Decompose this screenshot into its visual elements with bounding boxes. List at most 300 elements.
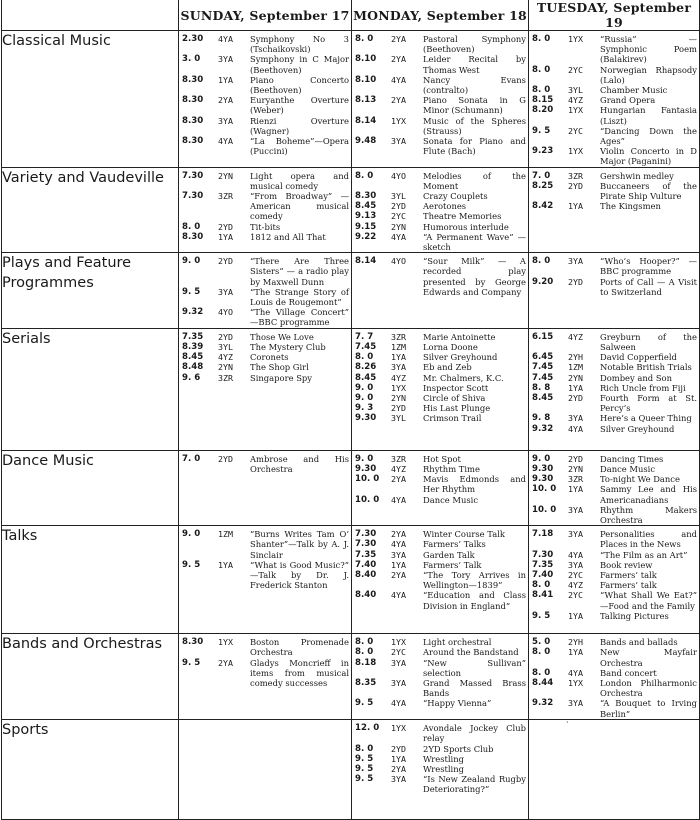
station-call-sign: 2YC bbox=[568, 125, 583, 136]
program-title: Garden Talk bbox=[423, 549, 475, 560]
program-entry bbox=[529, 570, 699, 580]
station-call-sign: 2YD bbox=[218, 221, 233, 232]
program-title: Boston Promenade Orchestra bbox=[250, 637, 349, 658]
program-entry bbox=[352, 191, 528, 201]
program-entry bbox=[179, 342, 351, 352]
station-call-sign: 4YZ bbox=[568, 95, 583, 106]
program-time: 7.35 bbox=[355, 549, 377, 560]
program-title: Bands and ballads bbox=[600, 637, 678, 648]
header-corner bbox=[2, 0, 179, 31]
category-row bbox=[2, 526, 700, 634]
program-title: “The Film as an Art” bbox=[600, 549, 688, 560]
day-cell-sunday bbox=[179, 167, 352, 253]
program-time: 2.30 bbox=[182, 34, 204, 44]
program-list bbox=[352, 329, 528, 424]
program-title: “The Strange Story of Louis de Rougemont” bbox=[250, 286, 349, 308]
program-time: 9. 0 bbox=[355, 382, 374, 393]
program-entry bbox=[529, 65, 699, 85]
program-entry bbox=[179, 136, 351, 156]
program-time: 9. 5 bbox=[182, 286, 201, 297]
program-time: 8.10 bbox=[355, 54, 377, 65]
program-title: “La Boheme”—Opera (Puccini) bbox=[250, 136, 349, 157]
program-entry bbox=[179, 454, 351, 474]
program-title: “There Are Three Sisters” — a radio play by Maxwell Dunn bbox=[250, 256, 349, 287]
program-title: Sonata for Piano and Flute (Bach) bbox=[423, 136, 526, 157]
station-call-sign: 4YA bbox=[391, 539, 406, 550]
program-time: 8.30 bbox=[182, 95, 204, 106]
day-cell-monday bbox=[352, 167, 529, 253]
program-time: 9. 0 bbox=[532, 453, 551, 464]
program-title: Personalities and Places in the News bbox=[600, 529, 697, 550]
program-entry bbox=[529, 256, 699, 276]
program-list bbox=[352, 720, 528, 794]
program-time: 9. 5 bbox=[355, 753, 374, 764]
station-call-sign: 4YZ bbox=[568, 580, 583, 591]
program-entry bbox=[352, 136, 528, 156]
program-title: “Who’s Hooper?” — BBC programme bbox=[600, 256, 697, 277]
program-time: 10. 0 bbox=[532, 484, 557, 495]
program-entry bbox=[529, 34, 699, 65]
station-call-sign: 2YA bbox=[391, 95, 406, 106]
station-call-sign: 4YA bbox=[391, 231, 406, 242]
station-call-sign: 3YA bbox=[568, 504, 583, 515]
station-call-sign: 2YD bbox=[568, 453, 583, 464]
program-time: 9.15 bbox=[355, 221, 377, 232]
program-title: Eb and Zeb bbox=[423, 362, 472, 373]
program-title: Light opera and musical comedy bbox=[250, 170, 349, 191]
program-entry bbox=[179, 256, 351, 287]
program-entry bbox=[352, 550, 528, 560]
program-time: 7.30 bbox=[532, 549, 554, 560]
program-title: “Is New Zealand Rugby Deteriorating?” bbox=[423, 774, 526, 795]
program-entry bbox=[529, 550, 699, 560]
station-call-sign: 3ZR bbox=[218, 372, 233, 383]
program-entry bbox=[352, 34, 528, 54]
program-entry bbox=[529, 484, 699, 504]
program-time: 9.32 bbox=[532, 698, 554, 709]
program-title: Piano Concerto (Beethoven) bbox=[250, 74, 349, 96]
station-call-sign: 2YA bbox=[391, 474, 406, 485]
program-entry bbox=[529, 332, 699, 352]
program-entry bbox=[529, 362, 699, 372]
program-entry bbox=[529, 146, 699, 166]
program-entry bbox=[352, 332, 528, 342]
program-entry bbox=[179, 362, 351, 372]
program-time: 5. 0 bbox=[532, 637, 551, 648]
program-time: 12. 0 bbox=[355, 723, 380, 734]
program-title: Gladys Moncrieff in items from musical comedy successes bbox=[250, 657, 349, 688]
program-entry bbox=[352, 54, 528, 74]
program-entry bbox=[352, 222, 528, 232]
program-title: Leider Recital by Thomas West bbox=[423, 54, 526, 75]
program-time: 9.32 bbox=[532, 423, 554, 434]
day-cell-sunday bbox=[179, 450, 352, 525]
program-entry bbox=[529, 85, 699, 95]
program-entry bbox=[529, 464, 699, 474]
program-title: Notable British Trials bbox=[600, 362, 692, 373]
program-title: Norwegian Rhapsody (Lalo) bbox=[600, 64, 697, 85]
program-time: 9.32 bbox=[182, 307, 204, 318]
program-time: 7.45 bbox=[532, 372, 554, 383]
program-time: 8.45 bbox=[355, 372, 377, 383]
day-cell-monday bbox=[352, 253, 529, 328]
program-title: Circle of Shiva bbox=[423, 392, 486, 403]
program-entry bbox=[179, 287, 351, 307]
program-title: Dancing Times bbox=[600, 453, 664, 464]
program-entry bbox=[179, 232, 351, 242]
program-time: 7.40 bbox=[355, 559, 377, 570]
station-call-sign: 2YN bbox=[218, 362, 233, 373]
category-label: Variety and Vaudeville bbox=[2, 167, 179, 253]
program-time: 9.30 bbox=[532, 474, 554, 485]
program-list bbox=[529, 253, 699, 297]
station-call-sign: 2YH bbox=[568, 352, 583, 363]
program-title: Coronets bbox=[250, 352, 289, 363]
program-title: Violin Concerto in D Major (Paganini) bbox=[600, 146, 697, 167]
program-title: “The Village Concert” —BBC programme bbox=[250, 307, 349, 328]
program-time: 8. 0 bbox=[532, 85, 551, 96]
program-entry bbox=[179, 373, 351, 383]
program-entry bbox=[352, 723, 528, 743]
program-time: 8.30 bbox=[355, 191, 377, 202]
program-title: The Mystery Club bbox=[250, 341, 326, 352]
program-time: 9. 5 bbox=[182, 559, 201, 570]
program-entry bbox=[352, 211, 528, 221]
program-title: Winter Course Talk bbox=[423, 529, 505, 540]
program-title: Rienzi Overture (Wagner) bbox=[250, 115, 349, 136]
program-entry bbox=[529, 678, 699, 698]
program-title: Silver Greyhound bbox=[600, 423, 675, 434]
station-call-sign: 2YH bbox=[568, 637, 583, 648]
station-call-sign: 1YA bbox=[218, 74, 233, 85]
program-entry bbox=[179, 352, 351, 362]
program-time: 7.35 bbox=[532, 559, 554, 570]
program-entry bbox=[529, 454, 699, 464]
program-list bbox=[529, 451, 699, 525]
program-title: Rich Uncle from Fiji bbox=[600, 382, 686, 393]
day-cell-monday bbox=[352, 526, 529, 634]
program-entry bbox=[352, 171, 528, 191]
program-list bbox=[352, 634, 528, 708]
day-cell-tuesday bbox=[529, 253, 700, 328]
program-entry bbox=[352, 232, 528, 252]
category-row bbox=[2, 328, 700, 450]
program-time: 8.30 bbox=[182, 115, 204, 126]
station-call-sign: 2YD bbox=[568, 180, 583, 191]
program-list bbox=[529, 526, 699, 621]
program-list bbox=[179, 634, 351, 688]
program-time: 7.30 bbox=[182, 191, 204, 202]
program-entry bbox=[352, 698, 528, 708]
station-call-sign: 2YD bbox=[391, 201, 406, 212]
program-entry bbox=[179, 191, 351, 222]
program-entry bbox=[529, 590, 699, 610]
station-call-sign: 2YN bbox=[391, 392, 406, 403]
program-time: 8. 0 bbox=[532, 34, 551, 44]
program-time: 8. 0 bbox=[532, 580, 551, 591]
program-title: Book review bbox=[600, 559, 653, 570]
day-cell-sunday bbox=[179, 31, 352, 168]
program-title: Chamber Music bbox=[600, 85, 668, 96]
station-call-sign: 2YC bbox=[568, 569, 583, 580]
program-entry bbox=[352, 647, 528, 657]
program-entry bbox=[352, 373, 528, 383]
program-title: Aerotones bbox=[423, 201, 467, 212]
station-call-sign: 4YZ bbox=[391, 463, 406, 474]
program-list bbox=[179, 329, 351, 383]
station-call-sign: 3ZR bbox=[568, 170, 583, 181]
program-time: 9. 0 bbox=[182, 256, 201, 267]
program-title: Music of the Spheres (Strauss) bbox=[423, 115, 526, 136]
day-cell-sunday bbox=[179, 253, 352, 328]
program-time: 9.13 bbox=[355, 211, 377, 222]
station-call-sign: 1ZM bbox=[391, 341, 406, 352]
program-entry bbox=[352, 464, 528, 474]
station-call-sign: 2YA bbox=[391, 34, 406, 44]
program-title: Symphony in C Major (Beethoven) bbox=[250, 54, 349, 75]
program-entry bbox=[529, 647, 699, 667]
station-call-sign: 1YA bbox=[218, 559, 233, 570]
program-entry bbox=[179, 332, 351, 342]
program-time: 10. 0 bbox=[355, 494, 380, 505]
program-entry bbox=[352, 362, 528, 372]
program-entry bbox=[529, 580, 699, 590]
program-list bbox=[179, 168, 351, 242]
program-title: “What is Good Music?” —Talk by Dr. J. Frederick Stanton bbox=[250, 559, 349, 591]
program-entry bbox=[352, 413, 528, 423]
program-entry bbox=[352, 570, 528, 590]
station-call-sign: 1ZM bbox=[218, 529, 233, 540]
category-row bbox=[2, 450, 700, 525]
station-call-sign: 3YA bbox=[391, 549, 406, 560]
program-entry bbox=[529, 277, 699, 297]
station-call-sign: 2YD bbox=[218, 256, 233, 267]
station-call-sign: 4YZ bbox=[568, 331, 583, 342]
program-entry bbox=[352, 393, 528, 403]
program-entry bbox=[529, 668, 699, 678]
program-entry bbox=[179, 222, 351, 232]
program-time: 9.30 bbox=[355, 413, 377, 424]
station-call-sign: 1YA bbox=[568, 382, 583, 393]
station-call-sign: 1YX bbox=[568, 146, 583, 157]
program-title: “Burns Writes Tam O’ Shanter”—Talk by A. J. Sinclair bbox=[250, 529, 349, 560]
program-list bbox=[179, 31, 351, 156]
program-entry bbox=[352, 560, 528, 570]
program-time: 8.42 bbox=[532, 201, 554, 212]
program-title: Ambrose and His Orchestra bbox=[250, 453, 349, 474]
program-entry bbox=[352, 754, 528, 764]
station-call-sign: 1YX bbox=[391, 723, 406, 734]
day-cell-tuesday bbox=[529, 167, 700, 253]
program-list bbox=[352, 168, 528, 253]
station-call-sign: 2YA bbox=[391, 54, 406, 65]
program-entry bbox=[352, 474, 528, 494]
program-title: Mr. Chalmers, K.C. bbox=[423, 372, 504, 383]
program-entry bbox=[529, 95, 699, 105]
program-title: Wrestling bbox=[423, 763, 464, 774]
program-title: London Philharmonic Orchestra bbox=[600, 677, 697, 699]
station-call-sign: 3YA bbox=[568, 529, 583, 540]
program-entry bbox=[352, 454, 528, 464]
stray-dot: · bbox=[566, 718, 569, 727]
category-label: Sports bbox=[2, 720, 179, 820]
station-call-sign: 1YX bbox=[391, 382, 406, 393]
program-list bbox=[529, 31, 699, 167]
station-call-sign: 2YD bbox=[391, 403, 406, 414]
program-time: 10. 0 bbox=[532, 504, 557, 515]
program-time: 9. 8 bbox=[532, 413, 551, 424]
program-time: 8.13 bbox=[355, 95, 377, 106]
program-time: 8.20 bbox=[532, 105, 554, 116]
program-time: 7.30 bbox=[355, 529, 377, 540]
program-title: Rhythm Time bbox=[423, 463, 480, 474]
program-list bbox=[179, 253, 351, 327]
program-title: Melodies of the Moment bbox=[423, 170, 526, 191]
program-time: 8. 0 bbox=[532, 256, 551, 267]
station-call-sign: 4YA bbox=[391, 74, 406, 85]
station-call-sign: 4YO bbox=[391, 256, 406, 267]
program-time: 7.30 bbox=[355, 539, 377, 550]
program-entry bbox=[352, 383, 528, 393]
program-title: Grand Massed Brass Bands bbox=[423, 677, 526, 699]
program-title: Buccaneers of the Pirate Ship Vulture bbox=[600, 180, 697, 202]
program-entry bbox=[529, 560, 699, 570]
station-call-sign: 3YA bbox=[568, 698, 583, 709]
day-cell-sunday bbox=[179, 634, 352, 720]
program-time: 9. 0 bbox=[182, 529, 201, 540]
program-entry bbox=[179, 116, 351, 136]
program-time: 8.30 bbox=[182, 231, 204, 242]
program-title: Tit-bits bbox=[250, 221, 281, 232]
program-title: Sammy Lee and His Americanadians bbox=[600, 484, 697, 505]
category-row bbox=[2, 634, 700, 720]
day-cell-tuesday bbox=[529, 720, 700, 820]
station-call-sign: 3YL bbox=[568, 85, 583, 96]
program-title: Marie Antoinette bbox=[423, 331, 496, 342]
program-title: Farmers’ Talks bbox=[423, 539, 486, 550]
program-time: 8. 0 bbox=[355, 170, 374, 181]
program-entry bbox=[529, 474, 699, 484]
station-call-sign: 4YA bbox=[218, 34, 233, 44]
program-entry bbox=[352, 352, 528, 362]
day-cell-tuesday bbox=[529, 526, 700, 634]
program-time: 9. 5 bbox=[355, 698, 374, 709]
program-title: Hungarian Fantasia (Liszt) bbox=[600, 105, 697, 126]
program-time: 9. 6 bbox=[182, 372, 201, 383]
program-entry bbox=[529, 505, 699, 525]
category-row bbox=[2, 167, 700, 253]
program-title: “Happy Vienna” bbox=[423, 698, 492, 709]
program-time: 8. 0 bbox=[355, 637, 374, 648]
program-entry bbox=[352, 678, 528, 698]
program-title: Piano Sonata in G Minor (Schumann) bbox=[423, 95, 526, 116]
program-entry bbox=[352, 774, 528, 794]
program-list bbox=[352, 31, 528, 156]
program-entry bbox=[529, 126, 699, 146]
station-call-sign: 4YA bbox=[568, 667, 583, 678]
station-call-sign: 2YA bbox=[391, 763, 406, 774]
program-title: Ports of Call — A Visit to Switzerland bbox=[600, 276, 697, 297]
category-label: Bands and Orchestras bbox=[2, 634, 179, 720]
program-time: 3. 0 bbox=[182, 54, 201, 65]
program-title: 2YD Sports Club bbox=[423, 743, 494, 754]
category-row bbox=[2, 31, 700, 168]
program-list bbox=[352, 526, 528, 611]
program-time: 7. 0 bbox=[532, 170, 551, 181]
program-entry bbox=[179, 307, 351, 327]
station-call-sign: 3YA bbox=[218, 54, 233, 65]
program-time: 8.14 bbox=[355, 115, 377, 126]
program-entry bbox=[529, 201, 699, 211]
program-entry bbox=[529, 393, 699, 413]
station-call-sign: 4YO bbox=[218, 307, 233, 318]
station-call-sign: 1YA bbox=[391, 352, 406, 363]
station-call-sign: 3YA bbox=[218, 115, 233, 126]
program-time: 8.45 bbox=[182, 352, 204, 363]
program-title: “The Tory Arrives in Wellington—1839” bbox=[423, 569, 526, 591]
category-label: Talks bbox=[2, 526, 179, 634]
program-entry bbox=[529, 383, 699, 393]
station-call-sign: 3YA bbox=[568, 559, 583, 570]
program-entry bbox=[179, 75, 351, 95]
station-call-sign: 4YA bbox=[391, 494, 406, 505]
program-time: 9. 5 bbox=[182, 657, 201, 668]
program-entry bbox=[352, 116, 528, 136]
program-title: Symphony No 3 (Tschaikovski) bbox=[250, 34, 349, 55]
program-title: Farmers’ talk bbox=[600, 569, 657, 580]
station-call-sign: 1YA bbox=[391, 559, 406, 570]
station-call-sign: 3YA bbox=[391, 677, 406, 688]
program-entry bbox=[352, 342, 528, 352]
program-title: The Kingsmen bbox=[600, 201, 661, 212]
program-time: 8.18 bbox=[355, 657, 377, 668]
station-call-sign: 4YA bbox=[568, 549, 583, 560]
station-call-sign: 1YA bbox=[568, 201, 583, 212]
day-cell-tuesday bbox=[529, 634, 700, 720]
station-call-sign: 3YL bbox=[391, 191, 406, 202]
program-time: 7.45 bbox=[355, 341, 377, 352]
program-entry bbox=[352, 495, 528, 505]
program-title: Crimson Trail bbox=[423, 413, 482, 424]
program-time: 8.15 bbox=[532, 95, 554, 106]
station-call-sign: 1YA bbox=[568, 610, 583, 621]
program-time: 8. 0 bbox=[532, 667, 551, 678]
program-list bbox=[179, 526, 351, 590]
station-call-sign: 3ZR bbox=[391, 331, 406, 342]
program-time: 8. 0 bbox=[355, 34, 374, 44]
day-cell-sunday bbox=[179, 526, 352, 634]
program-title: Farmers’ Talk bbox=[423, 559, 482, 570]
program-title: Dance Music bbox=[423, 494, 479, 505]
station-call-sign: 2YN bbox=[568, 372, 583, 383]
station-call-sign: 2YN bbox=[391, 221, 406, 232]
program-time: 7.45 bbox=[532, 362, 554, 373]
station-call-sign: 3YA bbox=[391, 774, 406, 785]
program-title: Dombey and Son bbox=[600, 372, 672, 383]
station-call-sign: 3YA bbox=[568, 256, 583, 267]
program-list bbox=[352, 253, 528, 297]
program-entry bbox=[529, 171, 699, 181]
station-call-sign: 4YO bbox=[391, 170, 406, 181]
program-list bbox=[529, 329, 699, 434]
program-time: 8.30 bbox=[182, 74, 204, 85]
program-title: Fourth Form at St. Percy’s bbox=[600, 392, 697, 414]
program-entry bbox=[179, 529, 351, 560]
program-time: 8. 0 bbox=[182, 221, 201, 232]
category-row bbox=[2, 720, 700, 820]
program-time: 8.35 bbox=[355, 677, 377, 688]
program-time: 8.25 bbox=[532, 180, 554, 191]
